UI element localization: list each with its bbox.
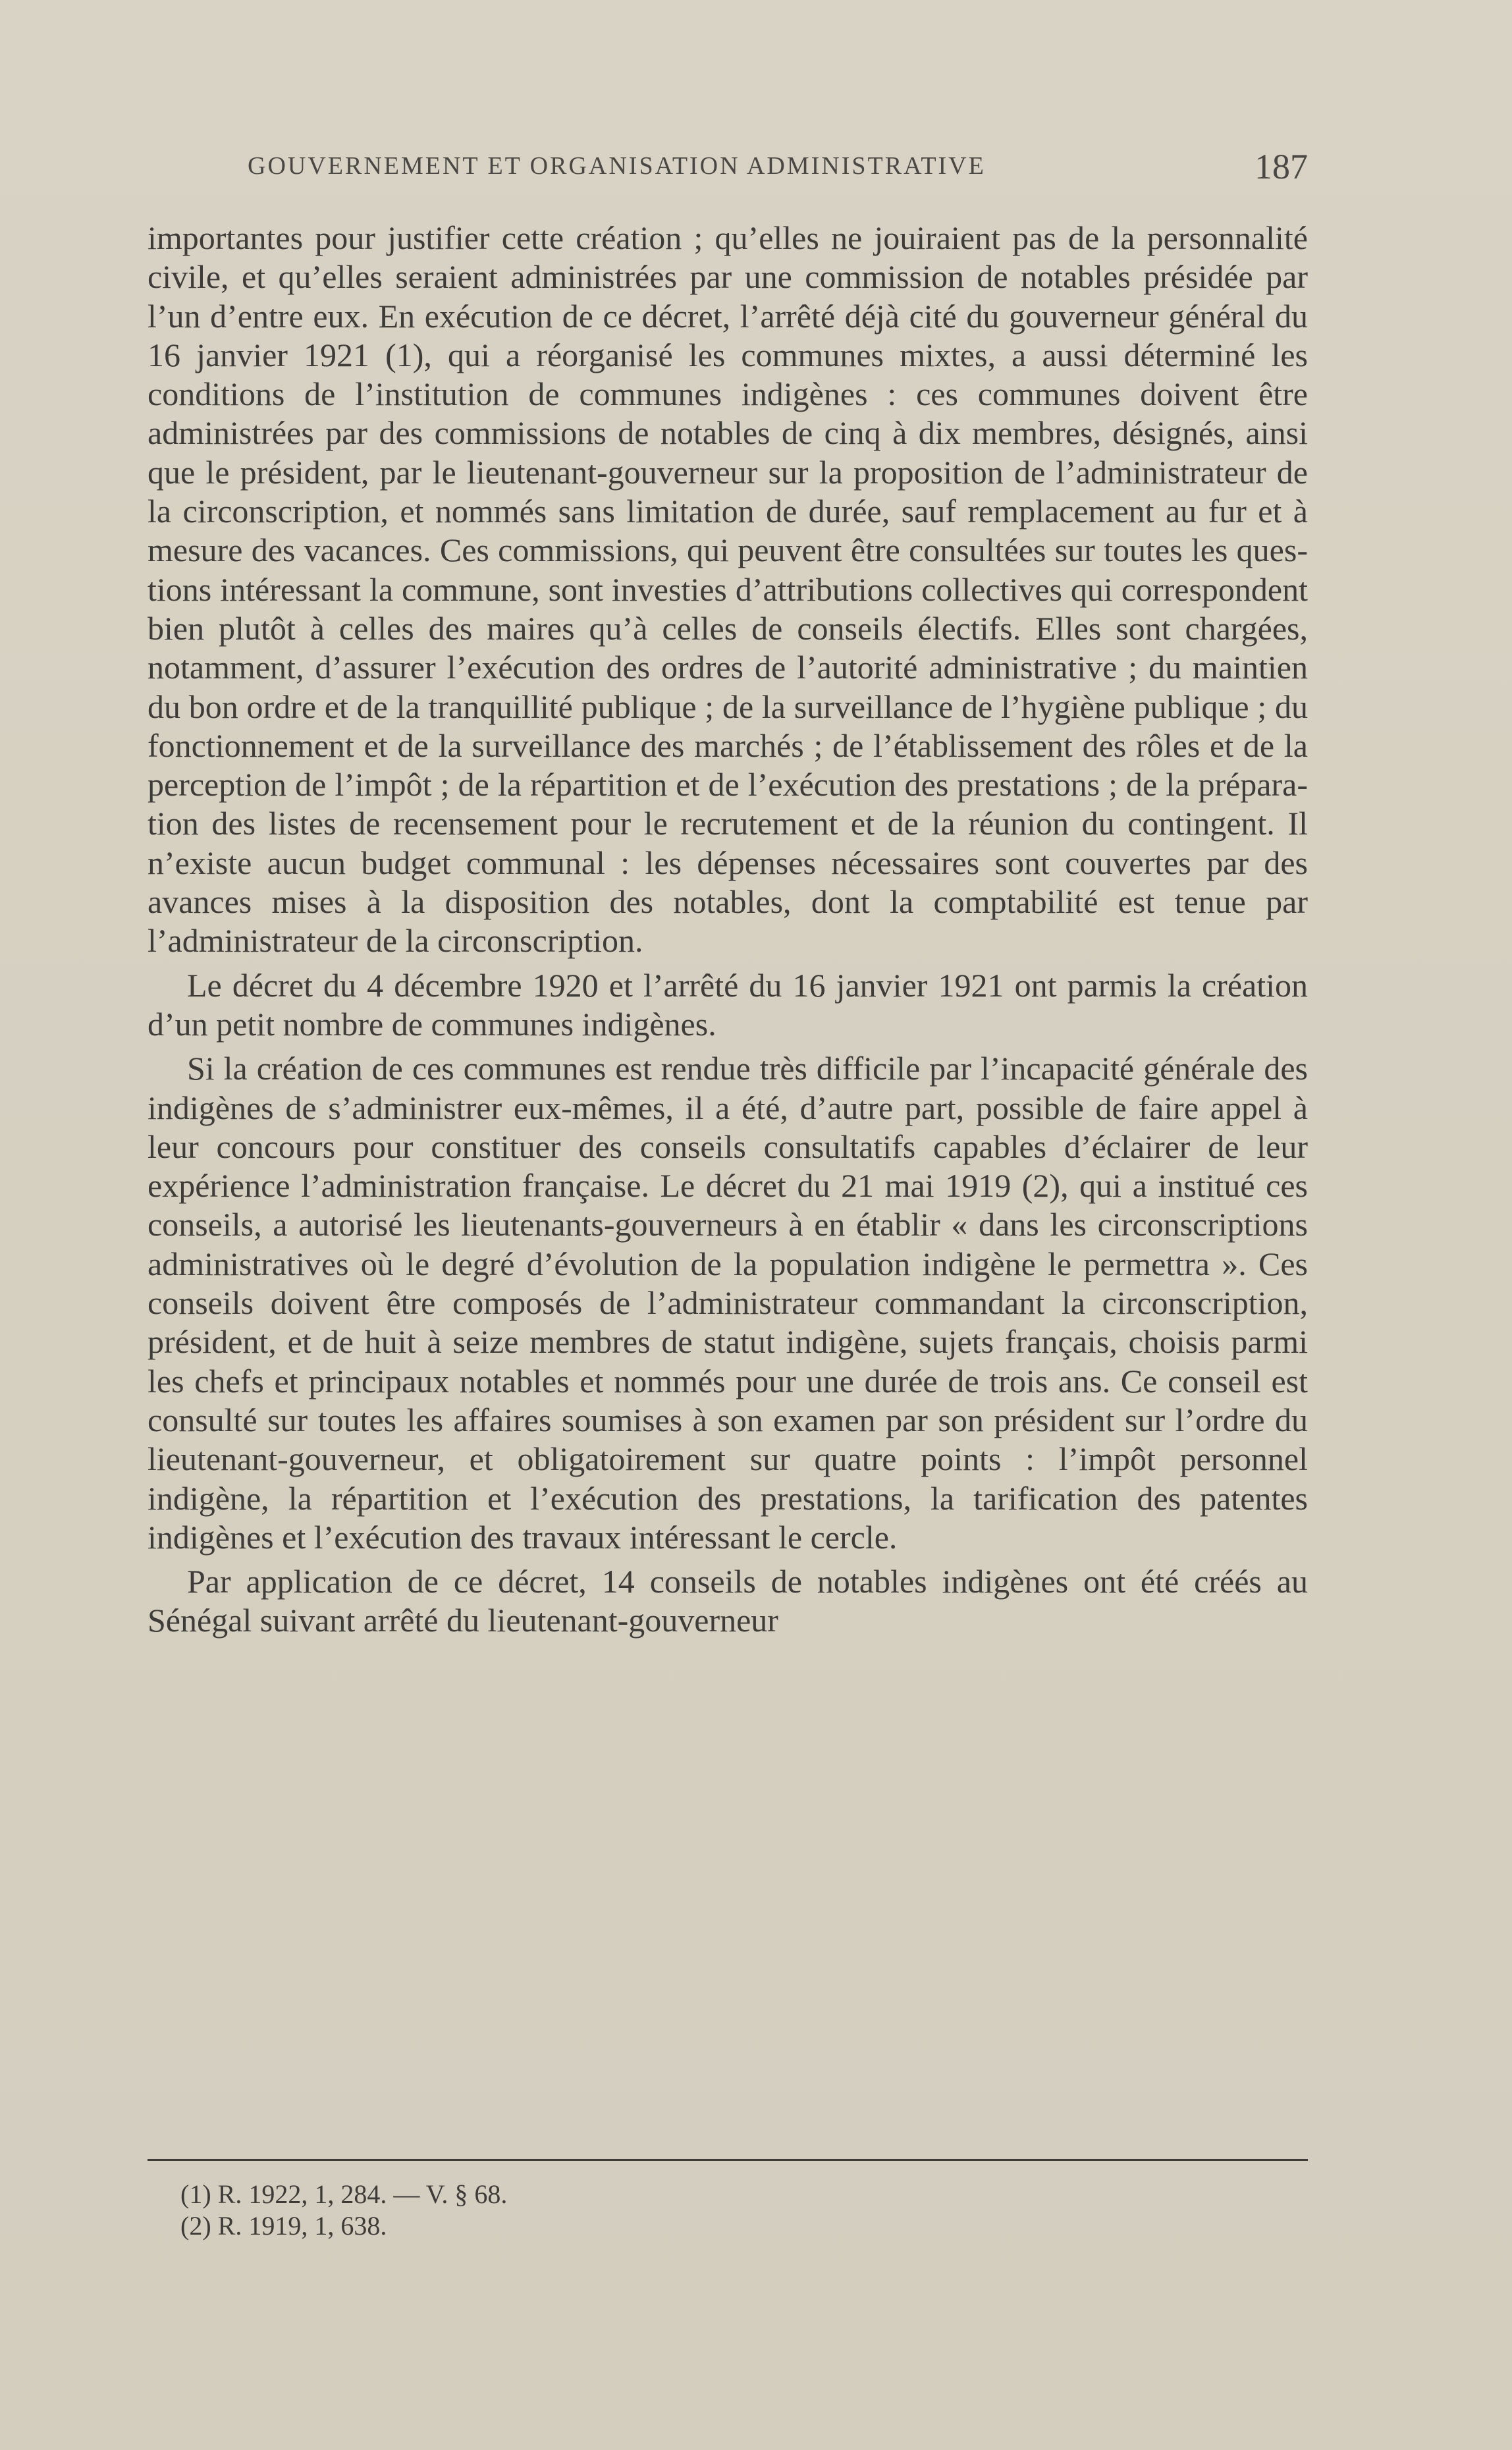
paragraph-decree-1920: Le décret du 4 décembre 1920 et l’arrêté du 16 janvier 1921 ont parmis la création d’un petit nombre de communes indigènes. [148, 966, 1308, 1043]
page-number: 187 [1255, 147, 1308, 186]
body-text [148, 219, 1308, 1646]
footnotes [180, 2179, 1234, 2242]
paragraph-senegal: Par application de ce décret, 14 conseils de notables indigènes ont été créés au Sénégal suivant arrêté du lieutenant-gouverneur [148, 1563, 1308, 1639]
footnote-1: (1) R. 1922, 1, 284. — V. § 68. [180, 2179, 508, 2209]
paragraph-continuation: importantes pour justifier cette création ; qu’elles ne jouiraient pas de la personnalité civile, et qu’elles seraient administrées par une commission de notables présidée par l’un d’entre eux. En exécution de ce décret, l’arrêté déjà cité du gouverneur général du 16 janvier 1921 (1), qui a réorganisé les communes mixtes, a aussi déterminé les conditions de l’institution de communes indigènes : ces communes doivent être administrées par des commissions de notables de cinq à dix membres, désignés, ainsi que le président, par le lieutenant-gouverneur sur la proposition de l’administrateur de la circonscription, et nommés sans limitation de durée, sauf remplacement au fur et à mesure des vacances. Ces commissions, qui peuvent être consultées sur toutes les questions intéressant la commune, sont investies d’attributions collectives qui correspondent bien plutôt à celles des maires qu’à celles de conseils électifs. Elles sont chargées, notamment, d’assurer l’exécution des ordres de l’autorité administrative ; du maintien du bon ordre et de la tranquillité publique ; de la surveillance de l’hygiène publique ; du fonctionnement et de la surveillance des marchés ; de l’établissement des rôles et de la perception de l’impôt ; de la répartition et de l’exécution des prestations ; de la préparation des listes de recensement pour le recrutement et de la réunion du contingent. Il n’existe aucun budget communal : les dépenses nécessaires sont couvertes par des avances mises à la disposition des notables, dont la comptabilité est tenue par l’administrateur de la circonscription. [148, 219, 1308, 960]
footnote-divider [148, 2159, 1308, 2161]
running-title: GOUVERNEMENT ET ORGANISATION ADMINISTRATIVE [248, 152, 986, 180]
footnote-2: (2) R. 1919, 1, 638. [180, 2211, 387, 2241]
running-head [148, 146, 1308, 186]
paragraph-councils: Si la création de ces communes est rendue très difficile par l’incapacité générale des indigènes de s’administrer eux-mêmes, il a été, d’autre part, possible de faire appel à leur concours pour constituer des conseils consultatifs capables d’éclairer de leur expérience l’administration française. Le décret du 21 mai 1919 (2), qui a institué ces conseils, a autorisé les lieutenants-gouverneurs à en établir « dans les circonscriptions administratives où le degré d’évolution de la population indigène le permettra ». Ces conseils doivent être composés de l’administrateur commandant la circonscription, président, et de huit à seize membres de statut indigène, sujets français, choisis parmi les chefs et principaux notables et nommés pour une durée de trois ans. Ce conseil est consulté sur toutes les affaires soumises à son examen par son président sur l’ordre du lieutenant-gouverneur, et obligatoirement sur quatre points : l’impôt personnel indigène, la répartition et l’exécution des prestations, la tarification des patentes indigènes et l’exécution des travaux intéressant le cercle. [148, 1050, 1308, 1556]
